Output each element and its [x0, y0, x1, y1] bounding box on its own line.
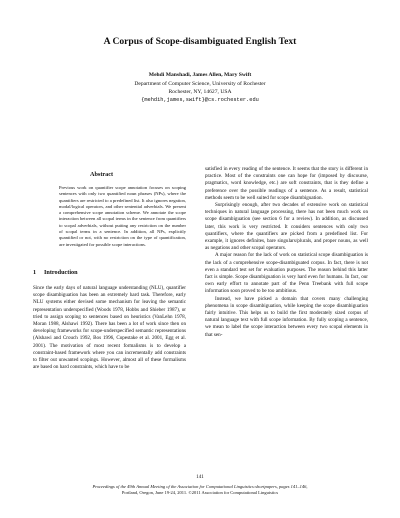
body-paragraph: A major reason for the lack of work on statistical scope disambiguation is the lack of a comprehensive scope-disambiguated corpus. In fact, there is not even a standard test set for evaluation purposes. The reason behind this latter fact is simple. Scope disambiguation is very hard even for humans. In fact, our own early effort to annotate part of the Penn Treebank with full scope information soon proved to be too ambitious. — [205, 252, 368, 295]
left-column-body — [33, 285, 186, 371]
section-title: Introduction — [44, 269, 78, 276]
footer-line-1: Proceedings of the 49th Annual Meeting of the Association for Computational Linguistics:shortpapers, pages 141–146, — [92, 484, 308, 489]
body-paragraph: satisfied in every reading of the sentence. It seems that the story is different in practice. Most of the constraints one can hope for (imposed by discourse, pragmatics, word knowledge, etc.) are soft constraints, that is they define a preference over the possible readings of a sentence. As a result, statistical methods seem to be well suited for scope disambiguation. — [205, 166, 368, 201]
introduction-paragraph: Since the early days of natural language understanding (NLU), quantifier scope disambiguation has been an extremely hard task. Therefore, early NLU systems either devised some mechanism for leaving the semantic representation underspecified (Woods 1978, Hobbs and Shieber 1987), or tried to assign scoping to sentences based on heuristics (VanLehn 1978, Moran 1988, Alshawi 1992). There has been a lot of work since then on developing frameworks for scope-underspecified semantic representations (Alshawi and Crouch 1992, Bos 1996, Copestake et al. 2001, Egg et al. 2001). The motivation of most recent formalisms is to develop a constraint-based framework where you can incrementally add constraints to filter out unwanted scopings. However, almost all of these formalisms are based on hard constraints, which have to be — [33, 285, 186, 371]
body-paragraph: Instead, we have picked a domain that covers many challenging phenomena in scope disambiguation, while keeping the scope disambiguation fairly intuitive. This helps us to build the first moderately sized corpus of natural language text with full scope information. By fully scoping a sentence, we mean to label the scope interaction between every two scopal elements in that sen- — [205, 295, 368, 338]
right-column-body — [205, 166, 368, 339]
affiliation-address: Rochester, NY, 14627, USA — [168, 89, 232, 96]
page-number: 141 — [196, 474, 204, 480]
affiliation-block — [0, 80, 400, 105]
section-number: 1 — [33, 269, 37, 276]
author-email: {mehdih,james,swift}@cs.rochester.edu — [141, 97, 259, 104]
abstract-heading: Abstract — [90, 171, 114, 178]
footer-location: Portland, Oregon, June 19-24, 2011. — [121, 490, 188, 496]
section-heading — [33, 269, 183, 277]
abstract-body — [59, 185, 186, 248]
affiliation-department: Department of Computer Science, University of Rochester — [134, 81, 266, 87]
abstract-text: Previous work on quantifier scope annotation focuses on scoping sentences with only two quantified noun phrases (NPs), where the quantifiers are restricted to a predefined list. It also ignores negation, modal/logical operators, and other sentential adverbials. We present a comprehensive scope annotation scheme. We annotate the scope interaction between all scopal terms in the sentence from quantifiers to scopal adverbials, without putting any restriction on the number of scopal terms in a sentence. In addition, all NPs, explicitly quantified or not, with no restriction on the type of quantification, are investigated for possible scope interactions. — [59, 185, 186, 247]
author-list: Mehdi Manshadi, James Allen, Mary Swift — [148, 72, 252, 78]
footer-copyright: ©2011 Association for Computational Linguistics — [188, 490, 279, 496]
footer-line-2 — [0, 490, 400, 496]
body-paragraph: Surprisingly enough, after two decades of extensive work on statistical techniques in natural language processing, there has not been much work on scope disambiguation (see section 6 for a review). In addition, as discussed later, this work is very restricted. It considers sentences with only two quantifiers, where the quantifiers are picked from a predefined list. For example, it ignores definites, bare singulars/plurals, and proper nouns, as well as negations and other scopal operators. — [205, 202, 368, 252]
proceedings-footer — [0, 484, 400, 496]
paper-title: A Corpus of Scope-disambiguated English Text — [103, 36, 297, 47]
